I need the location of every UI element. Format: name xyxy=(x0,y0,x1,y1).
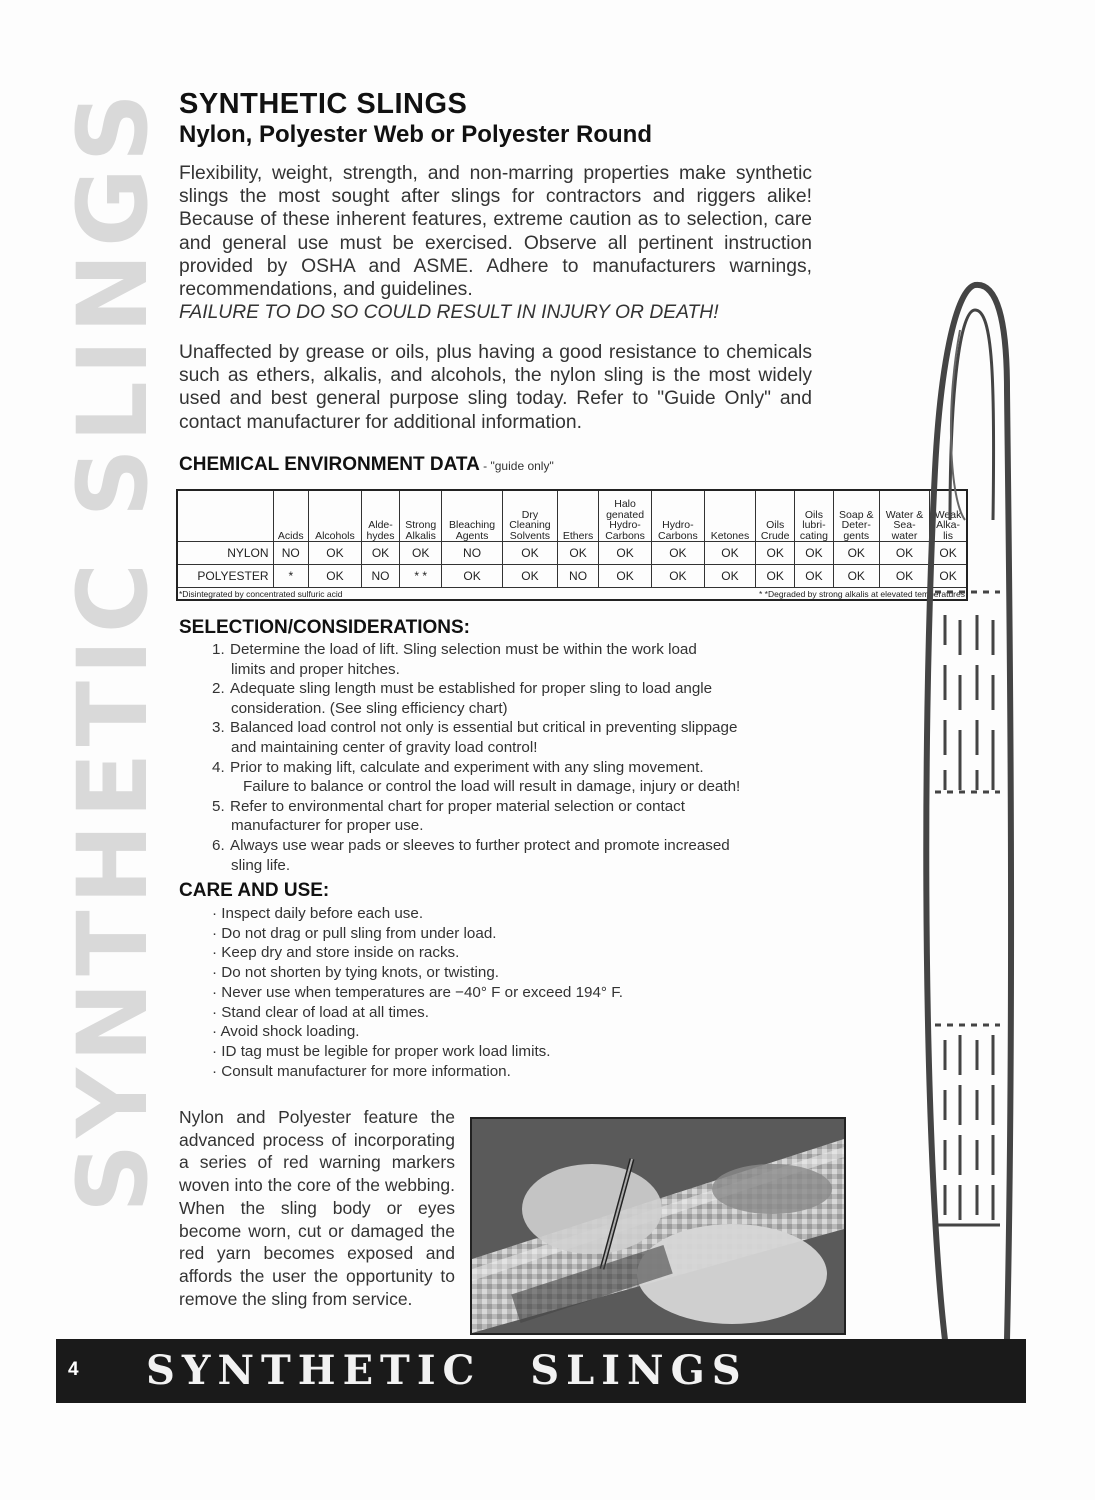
chemical-environment-table xyxy=(176,489,968,601)
selection-list xyxy=(212,640,812,875)
side-stencil-text xyxy=(57,87,170,1213)
item-text-continued: sling life. xyxy=(231,856,291,874)
item-text: Adequate sling length must be established for proper sling to load angle xyxy=(230,680,713,698)
table-cell: OK xyxy=(651,542,704,565)
table-cell: OK xyxy=(795,542,833,565)
table-cell: * * xyxy=(400,565,442,588)
chemical-title: CHEMICAL ENVIRONMENT DATA xyxy=(179,454,480,475)
item-number: 2. xyxy=(212,680,225,698)
row-label: NYLON xyxy=(177,542,273,565)
table-cell: NO xyxy=(273,542,308,565)
table-cell: * xyxy=(273,565,308,588)
chemical-section-heading xyxy=(179,454,554,476)
footnote-acid: *Disintegrated by concentrated sulfuric acid xyxy=(179,588,343,599)
page-title: SYNTHETIC SLINGS xyxy=(179,88,468,120)
column-header: Acids xyxy=(273,490,308,542)
footer-banner xyxy=(56,1339,1026,1403)
table-cell: OK xyxy=(833,542,879,565)
item-text: Prior to making lift, calculate and experiment with any sling movement. xyxy=(230,758,704,776)
intro-paragraph xyxy=(179,162,812,324)
table-cell: OK xyxy=(704,565,755,588)
table-cell: OK xyxy=(599,565,652,588)
item-text: Determine the load of lift. Sling selection must be within the work load xyxy=(230,641,697,658)
table-row xyxy=(177,542,967,565)
table-cell: OK xyxy=(651,565,704,588)
sling-illustration xyxy=(905,270,1045,1340)
row-label: POLYESTER xyxy=(177,565,273,588)
care-list xyxy=(212,904,623,1081)
list-item: · Do not shorten by tying knots, or twisting. xyxy=(212,963,623,983)
column-header: Ethers xyxy=(557,490,598,542)
table-cell: OK xyxy=(879,565,929,588)
table-cell: OK xyxy=(502,565,557,588)
footnote-alkali: * *Degraded by strong alkalis at elevated temperatures xyxy=(758,588,965,599)
column-header: Oils Crude xyxy=(756,490,795,542)
column-header: Dry Cleaning Solvents xyxy=(502,490,557,542)
column-header: Ketones xyxy=(704,490,755,542)
page-number: 4 xyxy=(68,1359,79,1380)
table-cell: OK xyxy=(930,565,967,588)
column-header: Bleaching Agents xyxy=(442,490,503,542)
page-subtitle: Nylon, Polyester Web or Polyester Round xyxy=(179,121,652,148)
table-cell: NO xyxy=(361,565,399,588)
table-cell: NO xyxy=(557,565,598,588)
table-cell: NO xyxy=(442,542,503,565)
table-cell: OK xyxy=(795,565,833,588)
item-text-continued: manufacturer for proper use. xyxy=(231,817,424,835)
column-header: Strong Alkalis xyxy=(400,490,442,542)
column-header: Halo genated Hydro- Carbons xyxy=(599,490,652,542)
table-cell: OK xyxy=(502,542,557,565)
item-text-continued: consideration. (See sling efficiency chart) xyxy=(231,699,508,717)
table-header-row xyxy=(177,490,967,542)
list-item: · Do not drag or pull sling from under load. xyxy=(212,924,623,944)
column-header: Alcohols xyxy=(309,490,362,542)
list-item: · Stand clear of load at all times. xyxy=(212,1003,623,1023)
item-text-continued: limits and proper hitches. xyxy=(231,660,400,678)
intro-body: Flexibility, weight, strength, and non-marring properties make synthetic slings the most sought after slings for contractors and riggers alike! Because of these inherent features, extreme caution as to selection, care and general use must be exercised. Observe all pertinent instruction provided by OSHA and ASME. Adhere to manufacturers warnings, recommendations, and guidelines. xyxy=(179,163,812,301)
table-cell: OK xyxy=(557,542,598,565)
table-cell: OK xyxy=(442,565,503,588)
item-text: Always use wear pads or sleeves to further protect and promote increased xyxy=(230,836,730,854)
item-text: Refer to environmental chart for proper material selection or contact xyxy=(230,797,685,815)
list-item: · ID tag must be legible for proper work load limits. xyxy=(212,1042,623,1062)
list-item: · Inspect daily before each use. xyxy=(212,904,623,924)
selection-heading: SELECTION/CONSIDERATIONS: xyxy=(179,617,470,638)
table-cell: OK xyxy=(833,565,879,588)
column-header xyxy=(177,490,273,542)
list-item: · Avoid shock loading. xyxy=(212,1022,623,1042)
column-header: Weak Alka- lis xyxy=(930,490,967,542)
webbing-photo xyxy=(470,1117,846,1335)
list-item xyxy=(212,797,812,836)
intro-warning: FAILURE TO DO SO COULD RESULT IN INJURY OR DEATH! xyxy=(179,302,719,324)
column-header: Soap & Deter- gents xyxy=(833,490,879,542)
column-header: Alde- hydes xyxy=(361,490,399,542)
list-item: · Never use when temperatures are −40° F or exceed 194° F. xyxy=(212,983,623,1003)
side-stencil-label: SYNTHETIC SLINGS xyxy=(57,87,170,1213)
table-cell: OK xyxy=(309,542,362,565)
item-number: 5. xyxy=(212,797,225,815)
list-item: · Keep dry and store inside on racks. xyxy=(212,943,623,963)
table-cell: OK xyxy=(361,542,399,565)
list-item xyxy=(212,758,812,797)
item-number: 6. xyxy=(212,836,225,854)
list-item xyxy=(212,679,812,718)
table-cell: OK xyxy=(930,542,967,565)
item-text-continued: and maintaining center of gravity load control! xyxy=(231,738,538,756)
list-item xyxy=(212,836,812,875)
column-header: Water & Sea- water xyxy=(879,490,929,542)
table-cell: OK xyxy=(704,542,755,565)
table-footnotes xyxy=(177,588,967,601)
banner-title: SYNTHETIC SLINGS xyxy=(146,1347,748,1394)
item-text-continued: Failure to balance or control the load will result in damage, injury or death! xyxy=(243,778,741,796)
column-header: Oils lubri- cating xyxy=(795,490,833,542)
list-item: · Consult manufacturer for more information. xyxy=(212,1062,623,1082)
table-cell: OK xyxy=(599,542,652,565)
item-number: 4. xyxy=(212,758,225,776)
webbing-photo-graphic xyxy=(472,1119,844,1333)
list-item xyxy=(212,718,812,757)
nylon-paragraph: Unaffected by grease or oils, plus having a good resistance to chemicals such as ethers, alkalis, and alcohols, the nylon sling is the most widely used and best general purpose sling today. Refer to "Guide Only" and contact manufacturer for additional information. xyxy=(179,342,812,433)
table-row xyxy=(177,565,967,588)
item-number: 1. xyxy=(212,641,225,658)
item-number: 3. xyxy=(212,719,225,737)
table-cell: OK xyxy=(879,542,929,565)
item-text: Balanced load control not only is essential but critical in preventing slippage xyxy=(230,719,738,737)
table-cell: OK xyxy=(756,542,795,565)
photo-caption-paragraph: Nylon and Polyester feature the advanced process of incorporating a series of red warning markers woven into the core of the webbing. When the sling body or eyes become worn, cut or damaged the red yarn becomes exposed and affords the user the opportunity to remove the sling from service. xyxy=(179,1107,455,1309)
table-cell: OK xyxy=(756,565,795,588)
chemical-note: - "guide only" xyxy=(479,459,554,473)
column-header: Hydro- Carbons xyxy=(651,490,704,542)
table-cell: OK xyxy=(309,565,362,588)
list-item xyxy=(212,640,812,679)
care-heading: CARE AND USE: xyxy=(179,880,330,901)
table-cell: OK xyxy=(400,542,442,565)
